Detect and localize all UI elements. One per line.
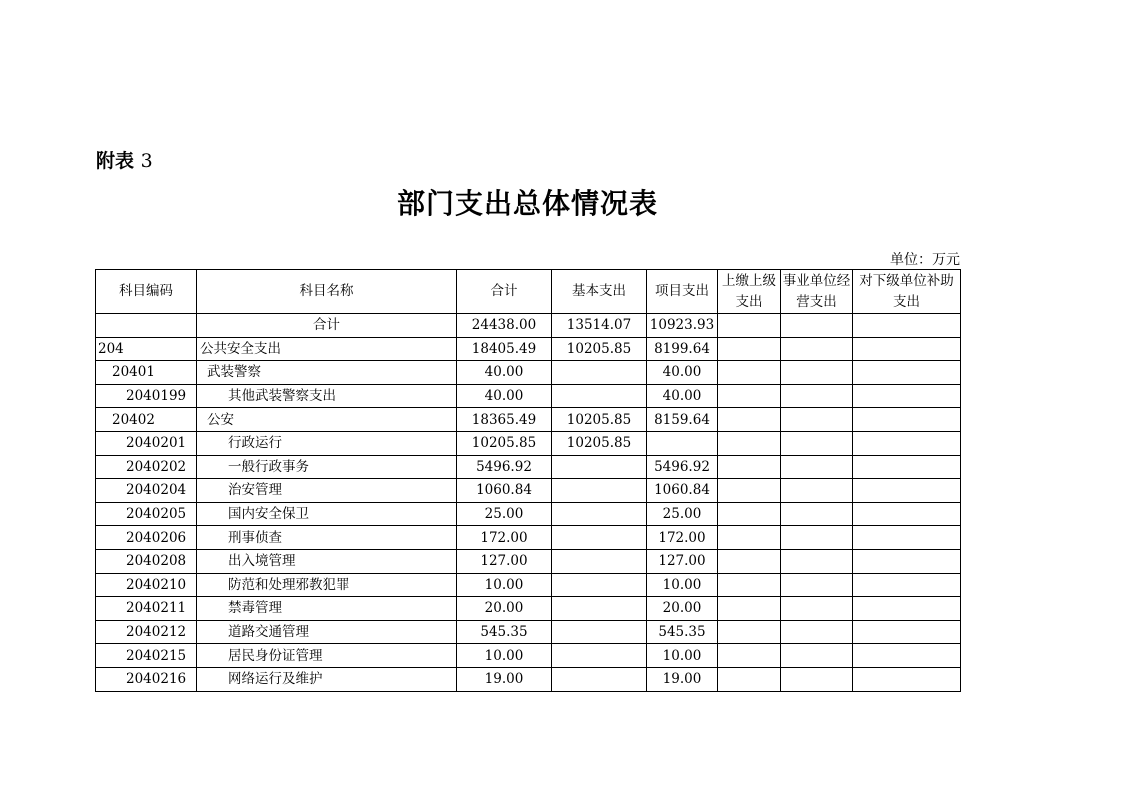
cell-project	[647, 431, 718, 455]
cell-upper	[718, 526, 781, 550]
cell-name: 居民身份证管理	[197, 644, 457, 668]
cell-name: 行政运行	[197, 431, 457, 455]
table-row	[96, 361, 961, 385]
cell-project: 127.00	[647, 549, 718, 573]
cell-project: 5496.92	[647, 455, 718, 479]
cell-subsidy	[853, 431, 961, 455]
cell-project: 40.00	[647, 384, 718, 408]
cell-name: 治安管理	[197, 479, 457, 503]
cell-code: 2040210	[96, 573, 197, 597]
cell-project: 40.00	[647, 361, 718, 385]
cell-name: 公安	[197, 408, 457, 432]
cell-subsidy	[853, 620, 961, 644]
cell-name: 刑事侦查	[197, 526, 457, 550]
cell-subsidy	[853, 408, 961, 432]
cell-subsidy	[853, 667, 961, 691]
cell-upper	[718, 384, 781, 408]
cell-code: 20402	[96, 408, 197, 432]
cell-subsidy	[853, 549, 961, 573]
cell-upper	[718, 667, 781, 691]
cell-project: 8159.64	[647, 408, 718, 432]
cell-code: 2040201	[96, 431, 197, 455]
cell-code: 2040208	[96, 549, 197, 573]
cell-business	[781, 597, 853, 621]
cell-code: 2040202	[96, 455, 197, 479]
cell-basic	[552, 502, 647, 526]
cell-subsidy	[853, 644, 961, 668]
cell-business	[781, 502, 853, 526]
cell-subsidy	[853, 361, 961, 385]
cell-basic	[552, 620, 647, 644]
attachment-label	[96, 146, 153, 173]
cell-business	[781, 573, 853, 597]
cell-upper	[718, 644, 781, 668]
cell-total: 10.00	[457, 644, 552, 668]
cell-code	[96, 314, 197, 338]
col-header-total: 合计	[457, 270, 552, 314]
cell-project: 20.00	[647, 597, 718, 621]
table-row	[96, 597, 961, 621]
cell-code: 2040215	[96, 644, 197, 668]
cell-code: 2040204	[96, 479, 197, 503]
cell-upper	[718, 408, 781, 432]
cell-business	[781, 549, 853, 573]
cell-business	[781, 620, 853, 644]
cell-subsidy	[853, 479, 961, 503]
table-row	[96, 431, 961, 455]
col-header-upper: 上缴上级支出	[718, 270, 781, 314]
cell-total: 18405.49	[457, 337, 552, 361]
cell-basic	[552, 479, 647, 503]
cell-total: 127.00	[457, 549, 552, 573]
cell-business	[781, 337, 853, 361]
cell-code: 2040211	[96, 597, 197, 621]
cell-name: 防范和处理邪教犯罪	[197, 573, 457, 597]
table-row	[96, 408, 961, 432]
cell-business	[781, 455, 853, 479]
cell-name: 武装警察	[197, 361, 457, 385]
cell-project: 10.00	[647, 573, 718, 597]
cell-total: 5496.92	[457, 455, 552, 479]
cell-basic	[552, 361, 647, 385]
cell-upper	[718, 337, 781, 361]
cell-code: 2040212	[96, 620, 197, 644]
table-row	[96, 384, 961, 408]
table-row	[96, 549, 961, 573]
cell-business	[781, 479, 853, 503]
cell-basic	[552, 597, 647, 621]
cell-basic	[552, 644, 647, 668]
cell-basic	[552, 573, 647, 597]
cell-basic	[552, 667, 647, 691]
cell-name: 一般行政事务	[197, 455, 457, 479]
table-row	[96, 573, 961, 597]
cell-name: 道路交通管理	[197, 620, 457, 644]
cell-basic	[552, 384, 647, 408]
attachment-number: 3	[140, 150, 153, 172]
cell-name: 出入境管理	[197, 549, 457, 573]
cell-name: 网络运行及维护	[197, 667, 457, 691]
col-header-basic: 基本支出	[552, 270, 647, 314]
cell-business	[781, 384, 853, 408]
cell-project: 19.00	[647, 667, 718, 691]
cell-total: 172.00	[457, 526, 552, 550]
cell-total: 1060.84	[457, 479, 552, 503]
cell-total: 40.00	[457, 384, 552, 408]
cell-basic: 10205.85	[552, 408, 647, 432]
cell-total: 24438.00	[457, 314, 552, 338]
cell-total: 20.00	[457, 597, 552, 621]
table-row	[96, 644, 961, 668]
table-row-total	[96, 314, 961, 338]
cell-total: 19.00	[457, 667, 552, 691]
cell-subsidy	[853, 314, 961, 338]
cell-subsidy	[853, 502, 961, 526]
cell-upper	[718, 597, 781, 621]
cell-upper	[718, 502, 781, 526]
table-row	[96, 620, 961, 644]
cell-upper	[718, 573, 781, 597]
cell-basic	[552, 549, 647, 573]
cell-total: 25.00	[457, 502, 552, 526]
cell-upper	[718, 620, 781, 644]
cell-basic	[552, 526, 647, 550]
cell-business	[781, 667, 853, 691]
cell-business	[781, 361, 853, 385]
cell-name: 公共安全支出	[197, 337, 457, 361]
col-header-name: 科目名称	[197, 270, 457, 314]
cell-code: 2040206	[96, 526, 197, 550]
cell-project: 172.00	[647, 526, 718, 550]
cell-code: 20401	[96, 361, 197, 385]
page-title: 部门支出总体情况表	[396, 187, 658, 220]
header-row	[96, 270, 961, 314]
cell-business	[781, 526, 853, 550]
table-row	[96, 526, 961, 550]
cell-basic: 13514.07	[552, 314, 647, 338]
cell-business	[781, 644, 853, 668]
cell-total: 40.00	[457, 361, 552, 385]
cell-subsidy	[853, 384, 961, 408]
cell-code: 204	[96, 337, 197, 361]
cell-upper	[718, 455, 781, 479]
unit-label: 单位：万元	[890, 252, 960, 268]
cell-upper	[718, 314, 781, 338]
table-row	[96, 479, 961, 503]
cell-subsidy	[853, 597, 961, 621]
cell-project: 545.35	[647, 620, 718, 644]
table-row	[96, 502, 961, 526]
cell-business	[781, 314, 853, 338]
col-header-subsidy: 对下级单位补助支出	[853, 270, 961, 314]
cell-upper	[718, 479, 781, 503]
table-row	[96, 667, 961, 691]
cell-total: 18365.49	[457, 408, 552, 432]
cell-project: 8199.64	[647, 337, 718, 361]
col-header-project: 项目支出	[647, 270, 718, 314]
cell-business	[781, 431, 853, 455]
cell-name: 其他武装警察支出	[197, 384, 457, 408]
attachment-text: 附表	[96, 150, 135, 172]
cell-basic: 10205.85	[552, 337, 647, 361]
cell-upper	[718, 549, 781, 573]
cell-subsidy	[853, 526, 961, 550]
cell-total: 545.35	[457, 620, 552, 644]
cell-code: 2040205	[96, 502, 197, 526]
cell-subsidy	[853, 337, 961, 361]
cell-upper	[718, 431, 781, 455]
expenditure-table	[95, 269, 961, 692]
cell-name: 禁毒管理	[197, 597, 457, 621]
col-header-business: 事业单位经营支出	[781, 270, 853, 314]
cell-code: 2040199	[96, 384, 197, 408]
col-header-code: 科目编码	[96, 270, 197, 314]
cell-business	[781, 408, 853, 432]
cell-project: 10923.93	[647, 314, 718, 338]
cell-subsidy	[853, 455, 961, 479]
cell-upper	[718, 361, 781, 385]
cell-basic: 10205.85	[552, 431, 647, 455]
cell-project: 1060.84	[647, 479, 718, 503]
cell-total: 10.00	[457, 573, 552, 597]
table-row	[96, 337, 961, 361]
table-row	[96, 455, 961, 479]
cell-subsidy	[853, 573, 961, 597]
cell-name: 国内安全保卫	[197, 502, 457, 526]
cell-name: 合计	[197, 314, 457, 338]
cell-code: 2040216	[96, 667, 197, 691]
cell-project: 10.00	[647, 644, 718, 668]
cell-total: 10205.85	[457, 431, 552, 455]
cell-project: 25.00	[647, 502, 718, 526]
cell-basic	[552, 455, 647, 479]
